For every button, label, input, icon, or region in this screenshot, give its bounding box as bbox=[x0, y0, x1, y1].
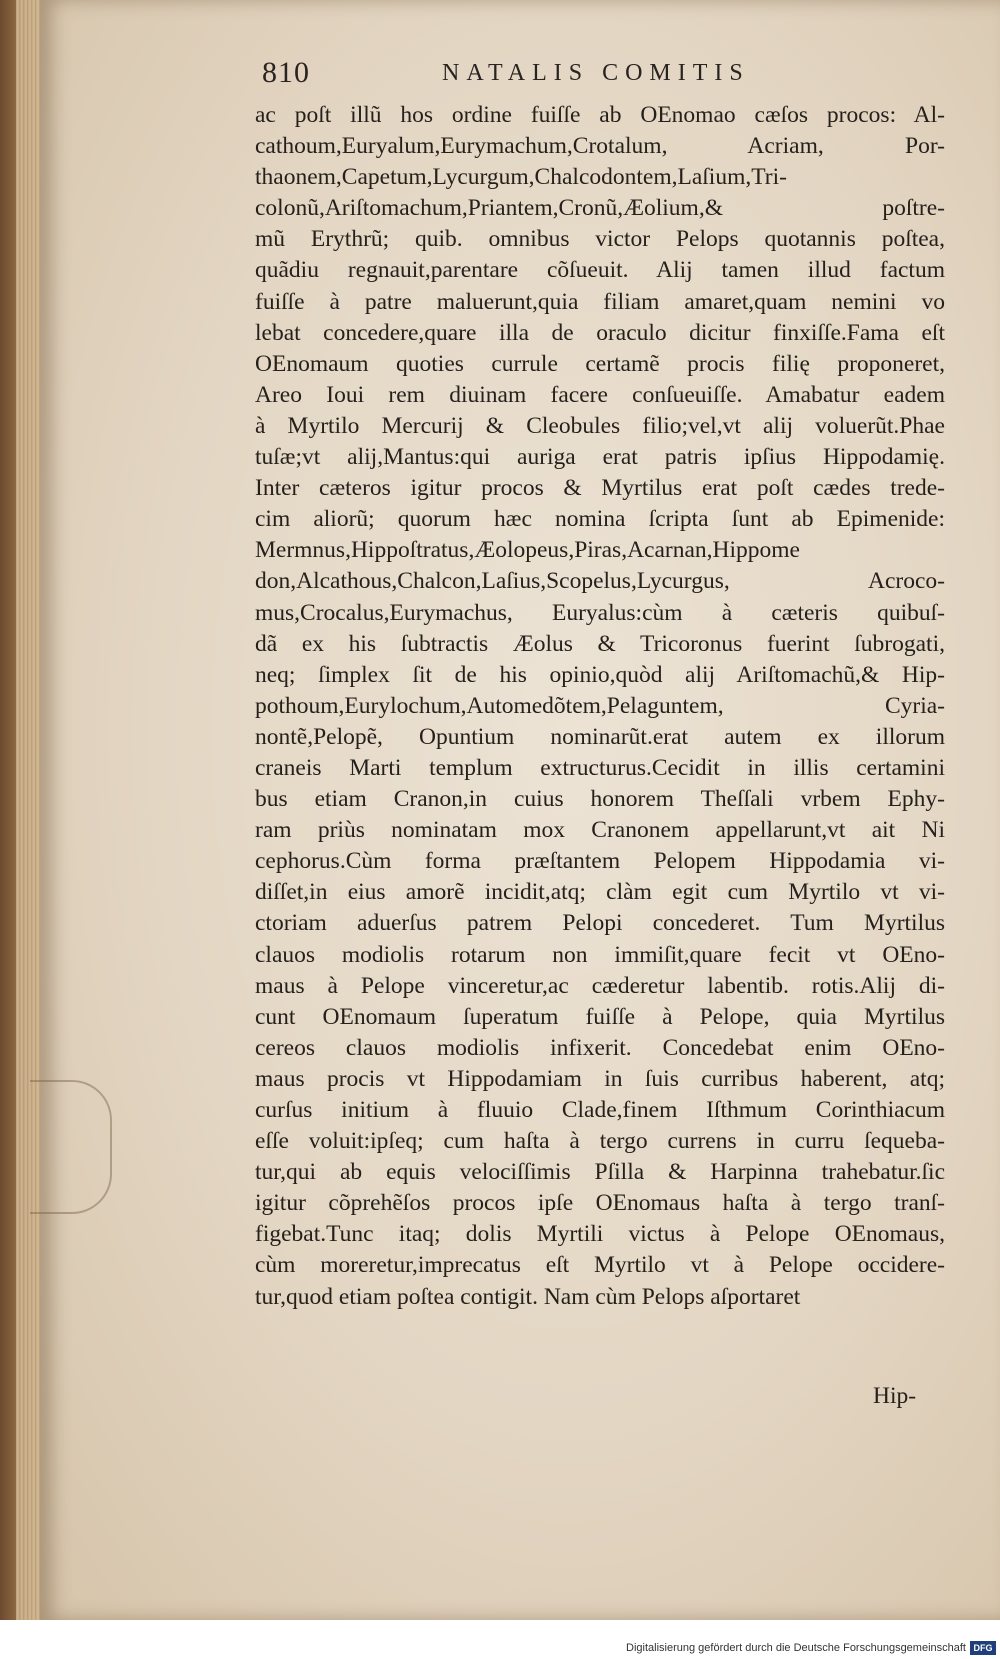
text-line: curſus initium à fluuio Clade,finem Iſthmum Corinthiacum bbox=[255, 1097, 945, 1123]
text-line: mũ Erythrũ; quib. omnibus victor Pelops quotannis poſtea, bbox=[255, 226, 945, 253]
funding-credit: Digitalisierung gefördert durch die Deutsche Forschungsgemeinschaft bbox=[626, 1642, 966, 1654]
text-line: don,Alcathous,Chalcon,Laſius,Scopelus,Lycurgus, Acroco- bbox=[255, 568, 945, 595]
text-line: Mermnus,Hippoſtratus,Æolopeus,Piras,Acarnan,Hippome bbox=[255, 537, 800, 564]
text-line: cim aliorũ; quorum hæc nomina ſcripta ſunt ab Epimenide: bbox=[255, 506, 945, 533]
dfg-logo bbox=[970, 1641, 996, 1655]
text-line: neq; ſimplex ſit de his opinio,quòd alij Ariſtomachũ,& Hip- bbox=[255, 661, 945, 688]
running-title: NATALIS COMITIS bbox=[442, 60, 750, 86]
text-line: Inter cæteros igitur procos & Myrtilus erat poſt cædes trede- bbox=[255, 475, 945, 502]
text-line: cunt OEnomaum ſuperatum fuiſſe à Pelope, quia Myrtilus bbox=[255, 1003, 945, 1030]
text-line: maus procis vt Hippodamiam in ſuis curribus haberent, atq; bbox=[255, 1065, 945, 1092]
text-line: tuſæ;vt alij,Mantus:qui auriga erat patris ipſius Hippodamię. bbox=[255, 444, 945, 471]
text-line: cereos clauos modiolis infixerit. Concedebat enim OEno- bbox=[255, 1034, 945, 1061]
text-line: dã ex his ſubtractis Æolus & Tricoronus fuerint ſubrogati, bbox=[255, 630, 945, 657]
footer-bar bbox=[0, 1620, 1000, 1659]
text-line: nontẽ,Pelopẽ, Opuntium nominarũt.erat autem ex illorum bbox=[255, 723, 945, 750]
text-line: craneis Marti templum extructurus.Cecidit in illis certamini bbox=[255, 754, 945, 781]
text-line: figebat.Tunc itaq; dolis Myrtili victus à Pelope OEnomaus, bbox=[255, 1221, 945, 1248]
text-line: lebat concedere,quare illa de oraculo dicitur finxiſſe.Fama eſt bbox=[255, 319, 945, 346]
folio-number: 810 bbox=[262, 56, 310, 89]
text-line: clauos modiolis rotarum non immiſit,quare fecit vt OEno- bbox=[255, 941, 945, 968]
text-line: thaonem,Capetum,Lycurgum,Chalcodontem,Laſium,Tri- bbox=[255, 164, 787, 191]
text-line: eſſe voluit:ipſeq; cum haſta à tergo currens in curru ſequeba- bbox=[255, 1128, 945, 1155]
text-line: ac poſt illũ hos ordine fuiſſe ab OEnomao cæſos procos: Al- bbox=[255, 102, 945, 128]
clasp-impression bbox=[30, 1080, 112, 1214]
text-line: maus à Pelope vinceretur,ac cæderetur labentib. rotis.Alij di- bbox=[255, 972, 945, 999]
text-line: colonũ,Ariſtomachum,Priantem,Cronũ,Æolium,& poſtre- bbox=[255, 195, 945, 222]
body-text bbox=[255, 100, 945, 1313]
text-line: mus,Crocalus,Eurymachus, Euryalus:cùm à cæteris quibuſ- bbox=[255, 599, 945, 626]
text-line: Areo Ioui rem diuinam facere conſueuiſſe. Amabatur eadem bbox=[255, 381, 945, 408]
text-line: cùm moreretur,imprecatus eſt Myrtilo vt à Pelope occidere- bbox=[255, 1252, 945, 1279]
text-line: OEnomaum quoties currule certamẽ procis filię proponeret, bbox=[255, 350, 945, 377]
text-line: cathoum,Euryalum,Eurymachum,Crotalum, Acriam, Por- bbox=[255, 133, 945, 160]
text-line: tur,qui ab equis velociſſimis Pſilla & Harpinna trahebatur.ſic bbox=[255, 1159, 945, 1186]
text-line: pothoum,Eurylochum,Automedõtem,Pelaguntem, Cyria- bbox=[255, 692, 945, 719]
text-line: quãdiu regnauit,parentare cõſueuit. Alij tamen illud factum bbox=[255, 257, 945, 284]
text-line: diſſet,in eius amorẽ incidit,atq; clàm egit cum Myrtilo vt vi- bbox=[255, 879, 945, 906]
text-line: à Myrtilo Mercurij & Cleobules filio;vel,vt alij voluerũt.Phae bbox=[255, 412, 945, 439]
text-line: fuiſſe à patre maluerunt,quia filiam amaret,quam nemini vo bbox=[255, 288, 945, 315]
text-line: ram priùs nominatam mox Cranonem appellarunt,vt ait Ni bbox=[255, 817, 945, 844]
text-line: igitur cõprehẽſos procos ipſe OEnomaus haſta à tergo tranſ- bbox=[255, 1190, 945, 1217]
text-line: ctoriam aduerſus patrem Pelopi concederet. Tum Myrtilus bbox=[255, 910, 945, 937]
catchword: Hip- bbox=[873, 1383, 917, 1409]
text-line: bus etiam Cranon,in cuius honorem Theſſali vrbem Ephy- bbox=[255, 786, 945, 813]
text-line: tur,quod etiam poſtea contigit. Nam cùm Pelops aſportaret bbox=[255, 1283, 801, 1310]
dfg-logo-text: DFG bbox=[973, 1643, 993, 1653]
page-header bbox=[262, 56, 862, 96]
text-line: cephorus.Cùm forma præſtantem Pelopem Hippodamia vi- bbox=[255, 848, 945, 875]
